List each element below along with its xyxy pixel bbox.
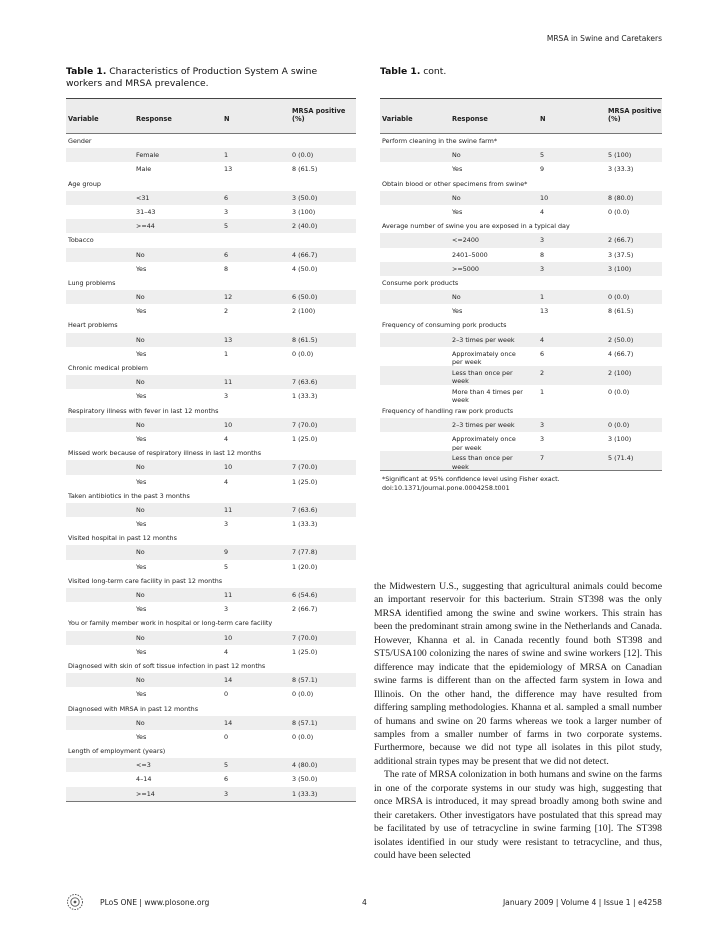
group-label: Obtain blood or other specimens from swine* [382,179,528,188]
mrsa-cell: 0 (0.0) [292,349,314,358]
mrsa-cell: 0 (0.0) [292,690,314,699]
mrsa-cell: 3 (37.5) [608,250,634,259]
table-group-row [380,177,662,191]
mrsa-cell: 2 (66.7) [292,605,318,614]
table-row [380,148,662,162]
table-row [66,389,356,403]
n-cell: 3 [540,435,545,444]
n-cell: 6 [224,775,229,784]
mrsa-cell: 1 (33.3) [292,789,318,798]
table-bottom-rule [66,801,356,802]
response-cell: Yes [136,349,147,358]
table-group-row [380,219,662,233]
response-cell: No [136,378,145,387]
mrsa-cell: 0 (0.0) [608,293,630,302]
mrsa-cell: 8 (61.5) [292,165,318,174]
mrsa-cell: 5 (71.4) [608,454,634,463]
page-footer [66,896,662,910]
table-label-cont: Table 1. [380,66,421,77]
n-cell: 4 [224,647,229,656]
mrsa-cell: 1 (33.3) [292,520,318,529]
response-cell: Yes [452,307,463,316]
body-paragraph: the Midwestern U.S., suggesting that agricultural animals could become an important reservoir for this bacterium. Strain ST398 was the only MRSA identified among the swine and swine workers. This strain has been the predominant strain among swine in the Netherlands and Canada. However, Khanna et al. in Canada recently found both ST398 and ST5/USA100 colonizing the nares of swine and swine workers [12]. This difference may indicate that the epidemiology of MRSA on Canadian swine farms is different than on the affected farm system in Iowa and Illinois. On the other hand, the difference may have resulted from differing sampling methodologies. Khanna et al. sampled a small number of humans and swine on 20 farms whereas we took a larger number of samples from a smaller number of farms in two corporate systems. Furthermore, because we did not type all isolates in this pilot study, additional strain types may be present that we did not detect. [374,581,662,767]
table-group-row [380,404,662,418]
table-row [380,418,662,432]
mrsa-cell: 3 (100) [608,264,632,273]
n-cell: 3 [540,236,545,245]
table-row [66,716,356,730]
n-cell: 4 [224,434,229,443]
mrsa-cell: 7 (70.0) [292,463,318,472]
table-row [66,631,356,645]
mrsa-cell: 1 (25.0) [292,434,318,443]
response-cell: No [452,193,461,202]
response-cell: Female [136,151,160,160]
response-cell: Less than once per week [452,368,513,386]
mrsa-cell: 7 (63.6) [292,505,318,514]
group-label: Visited hospital in past 12 months [68,534,177,543]
group-label: Tobacco [68,236,94,245]
mrsa-cell: 0 (0.0) [608,387,630,396]
mrsa-cell: 1 (33.3) [292,392,318,401]
n-cell: 6 [540,349,545,358]
table-row [66,460,356,474]
table-row [66,290,356,304]
table-group-row [66,177,356,191]
table-row [66,560,356,574]
response-cell: No [136,420,145,429]
table-row [66,347,356,361]
mrsa-cell: 2 (40.0) [292,222,318,231]
response-cell: <=2400 [452,236,479,245]
table-row [66,432,356,446]
header-variable-cont: Variable [382,115,413,123]
table-row [380,385,662,404]
table-row [66,772,356,786]
response-cell: Approximately once per week [452,349,516,367]
table-row [66,687,356,701]
group-label: Length of employment (years) [68,747,166,756]
table-title-cont: cont. [423,66,447,77]
mrsa-cell: 0 (0.0) [292,151,314,160]
mrsa-cell: 2 (100) [608,368,632,377]
group-label: Visited long-term care facility in past 12 months [68,576,223,585]
table-row [380,432,662,451]
table-row [66,162,356,176]
table-doi: doi:10.1371/journal.pone.0004258.t001 [382,484,510,493]
group-label: Chronic medical problem [68,364,148,372]
table-row [380,162,662,176]
table-title: Characteristics of Production System A swine workers and MRSA prevalence. [66,66,318,89]
table-group-row [380,134,662,148]
n-cell: 10 [540,193,549,202]
table-group-row [66,233,356,247]
group-label: Consume pork products [382,278,459,287]
body-paragraph: The rate of MRSA colonization in both humans and swine on the farms in one of the corporate systems in our study was high, suggesting that once MRSA is introduced, it may spread broadly among both swine and their caretakers. Other investigators have postulated that this spread may be facilitated by use of tetracycline in swine farming [10]. The ST398 isolates identified in our study were resistant to tetracycline, and thus, could have been selected [374,769,662,862]
response-cell: >=5000 [452,264,479,273]
header-n: N [224,115,230,123]
mrsa-cell: 8 (80.0) [608,193,634,202]
n-cell: 4 [224,477,229,486]
table-row [380,191,662,205]
group-label: Age group [68,179,101,188]
table-row [66,418,356,432]
mrsa-cell: 5 (100) [608,151,632,160]
n-cell: 2 [540,368,545,377]
table-group-row [66,744,356,758]
mrsa-cell: 8 (61.5) [292,335,318,344]
table-group-row [66,134,356,148]
mrsa-cell: 0 (0.0) [608,421,630,429]
table-row [380,347,662,366]
table-row [66,304,356,318]
header-response-cont: Response [452,115,488,123]
table-row [66,588,356,602]
mrsa-cell: 8 (61.5) [608,307,634,316]
journal-citation: January 2009 | Volume 4 | Issue 1 | e4258 [502,898,662,907]
response-cell: No [452,293,461,302]
mrsa-cell: 1 (25.0) [292,477,318,486]
mrsa-cell: 3 (100) [292,207,316,216]
table-row [66,219,356,233]
n-cell: 10 [224,463,233,472]
n-cell: 8 [540,250,545,259]
table-row [66,673,356,687]
table-row [66,645,356,659]
mrsa-cell: 0 (0.0) [608,207,630,216]
response-cell: >=44 [136,222,155,231]
mrsa-cell: 6 (50.0) [292,293,318,302]
table-body-cont [380,134,662,470]
response-cell: 31–43 [136,207,156,216]
table-caption-cont [380,66,662,98]
table-caption [66,66,356,98]
response-cell: No [136,676,145,685]
mrsa-cell: 8 (57.1) [292,676,318,685]
table-group-row [66,404,356,418]
response-cell: Yes [136,477,147,486]
n-cell: 13 [224,335,233,344]
n-cell: 4 [540,207,545,216]
response-cell: No [136,505,145,514]
n-cell: 11 [224,505,233,514]
response-cell: Yes [136,732,147,741]
table-group-row [66,318,356,332]
n-cell: 13 [540,307,549,316]
response-cell: No [136,633,145,642]
n-cell: 2 [224,307,229,316]
response-cell: Yes [136,605,147,614]
table-group-row [380,276,662,290]
n-cell: 3 [540,421,545,429]
header-mrsa: MRSA positive (%) [292,107,346,123]
header-n-cont: N [540,115,546,123]
mrsa-cell: 3 (33.3) [608,165,634,174]
group-label: Missed work because of respiratory illness in last 12 months [68,449,262,458]
n-cell: 5 [224,222,229,231]
response-cell: Yes [136,647,147,656]
table-row [66,517,356,531]
response-cell: Yes [452,207,463,216]
table-group-row [66,531,356,545]
table-row [380,451,662,470]
table-footnote [380,471,662,493]
group-label: Diagnosed with skin of soft tissue infection in past 12 months [68,661,266,670]
n-cell: 3 [224,605,229,614]
table-row [66,191,356,205]
n-cell: 3 [224,207,229,216]
response-cell: No [136,718,145,727]
response-cell: No [136,293,145,302]
table-group-row [66,276,356,290]
response-cell: 4–14 [136,775,152,784]
response-cell: 2–3 times per week [452,335,515,344]
mrsa-cell: 2 (100) [292,307,316,316]
n-cell: 13 [224,165,233,174]
response-cell: Approximately once per week [452,435,516,452]
n-cell: 8 [224,264,229,273]
response-cell: >=14 [136,789,155,798]
group-label: Respiratory illness with fever in last 12 months [68,406,219,415]
response-cell: No [136,548,145,557]
n-cell: 12 [224,293,233,302]
table-row [66,475,356,489]
mrsa-cell: 7 (63.6) [292,378,318,387]
mrsa-cell: 4 (66.7) [292,250,318,259]
n-cell: 11 [224,591,233,599]
mrsa-cell: 2 (66.7) [608,236,634,245]
response-cell: Yes [136,264,147,273]
table-row [66,205,356,219]
mrsa-cell: 3 (50.0) [292,775,318,784]
mrsa-cell: 6 (54.6) [292,591,318,599]
table-group-row [66,489,356,503]
table-row [66,262,356,276]
mrsa-cell: 0 (0.0) [292,732,314,741]
response-cell: No [452,151,461,160]
n-cell: 4 [540,335,545,344]
n-cell: 10 [224,633,233,642]
response-cell: Yes [136,392,147,401]
table-row [66,787,356,801]
mrsa-cell: 7 (70.0) [292,420,318,429]
response-cell: More than 4 times per week [452,387,523,405]
table-row [66,375,356,389]
n-cell: 0 [224,732,229,741]
response-cell: Male [136,165,152,174]
n-cell: 7 [540,454,545,463]
table-row [380,205,662,219]
n-cell: 1 [540,293,545,302]
table-row [380,233,662,247]
n-cell: 3 [540,264,545,273]
table-header-row-cont [380,99,662,134]
table-row [66,730,356,744]
group-label: Perform cleaning in the swine farm* [382,137,498,145]
n-cell: 5 [224,761,229,770]
mrsa-cell: 7 (77.8) [292,548,318,557]
n-cell: 6 [224,250,229,259]
n-cell: 1 [224,151,229,160]
table-row [66,758,356,772]
journal-name: PLoS ONE | www.plosone.org [100,898,210,907]
n-cell: 5 [224,562,229,571]
response-cell: Yes [136,307,147,316]
n-cell: 3 [224,392,229,401]
mrsa-cell: 1 (25.0) [292,647,318,656]
table-row [380,262,662,276]
table-body [66,134,356,801]
table-group-row [66,659,356,673]
body-text-column [374,580,662,863]
response-cell: No [136,335,145,344]
table-row [380,248,662,262]
group-label: Diagnosed with MRSA in past 12 months [68,704,199,713]
table-group-row [380,318,662,332]
response-cell: Less than once per week [452,454,513,471]
group-label: Frequency of handling raw pork products [382,406,514,415]
response-cell: No [136,591,145,599]
table-label: Table 1. [66,66,107,77]
header-variable: Variable [68,115,99,123]
response-cell: Yes [136,562,147,571]
n-cell: 11 [224,378,233,387]
group-label: Gender [68,137,92,145]
header-response: Response [136,115,172,123]
table-row [66,545,356,559]
table-row [66,503,356,517]
response-cell: Yes [136,434,147,443]
table-row [380,304,662,318]
mrsa-cell: 1 (20.0) [292,562,318,571]
n-cell: 14 [224,676,233,685]
group-label: Taken antibiotics in the past 3 months [68,491,190,500]
n-cell: 9 [540,165,545,174]
response-cell: Yes [136,520,147,529]
n-cell: 1 [224,349,229,358]
response-cell: <=3 [136,761,151,770]
table-row [66,248,356,262]
response-cell: Yes [452,165,463,174]
group-label: You or family member work in hospital or long-term care facility [68,619,273,628]
group-label: Average number of swine you are exposed in a typical day [382,222,570,231]
table-row [380,290,662,304]
n-cell: 9 [224,548,229,557]
response-cell: No [136,463,145,472]
table-row [66,148,356,162]
table-1-panel [66,66,356,802]
table-row [380,333,662,347]
response-cell: 2–3 times per week [452,421,515,429]
n-cell: 14 [224,718,233,727]
table-row [380,366,662,385]
n-cell: 0 [224,690,229,699]
mrsa-cell: 3 (100) [608,435,632,444]
n-cell: 3 [224,789,229,798]
table-group-row [66,702,356,716]
n-cell: 1 [540,387,545,396]
response-cell: 2401–5000 [452,250,488,259]
response-cell: <31 [136,193,150,202]
running-head: MRSA in Swine and Caretakers [546,34,662,43]
mrsa-cell: 4 (80.0) [292,761,318,770]
table-group-row [66,616,356,630]
table-1-cont-panel [380,66,662,493]
table-row [66,602,356,616]
table-row [66,333,356,347]
mrsa-cell: 7 (70.0) [292,633,318,642]
group-label: Lung problems [68,278,116,287]
group-label: Heart problems [68,321,118,330]
n-cell: 5 [540,151,545,160]
mrsa-cell: 3 (50.0) [292,193,318,202]
table-header-row [66,99,356,134]
mrsa-cell: 4 (50.0) [292,264,318,273]
table-group-row [66,574,356,588]
page-number: 4 [362,898,367,907]
table-group-row [66,446,356,460]
n-cell: 6 [224,193,229,202]
mrsa-cell: 2 (50.0) [608,335,634,344]
group-label: Frequency of consuming pork products [382,321,507,330]
header-mrsa-cont: MRSA positive (%) [608,107,662,123]
mrsa-cell: 4 (66.7) [608,349,634,358]
response-cell: Yes [136,690,147,699]
n-cell: 10 [224,420,233,429]
response-cell: No [136,250,145,259]
n-cell: 3 [224,520,229,529]
plos-logo-icon [66,893,84,911]
footnote-significance: *Significant at 95% confidence level using Fisher exact. [382,475,560,484]
table-group-row [66,361,356,375]
mrsa-cell: 8 (57.1) [292,718,318,727]
